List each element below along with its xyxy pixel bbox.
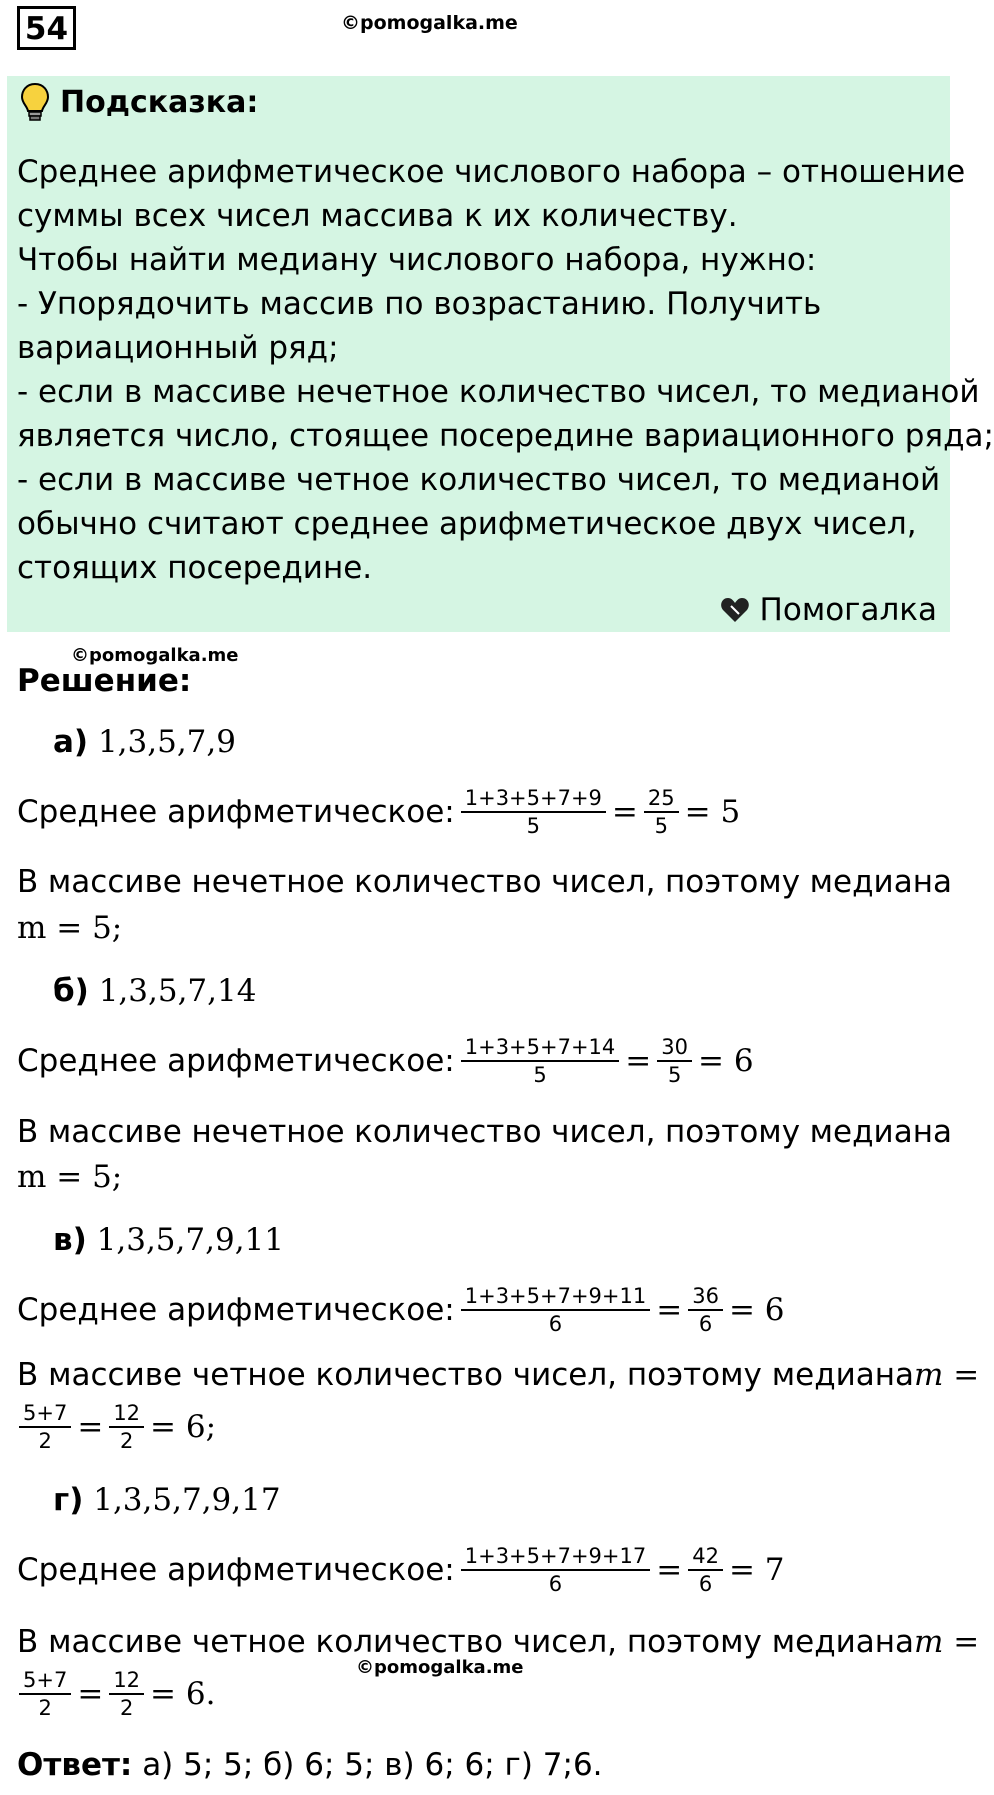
- item-b-mean: [17, 1034, 754, 1088]
- hint-title: [20, 82, 258, 122]
- hint-line: стоящих посередине.: [17, 550, 373, 586]
- word: количество: [354, 1114, 542, 1150]
- fraction: [461, 1543, 651, 1597]
- hint-line: является число, стоящее посередине вариационного ряда;: [17, 418, 994, 454]
- item-b: [53, 973, 256, 1009]
- fraction-denominator: 5: [526, 814, 541, 838]
- word: нечетное: [191, 864, 345, 900]
- fraction-denominator: 2: [119, 1696, 134, 1720]
- word: нечетное: [191, 1114, 345, 1150]
- fraction: [19, 1667, 71, 1721]
- word: поэтому: [665, 1114, 801, 1150]
- hint-line: - если в массиве нечетное количество чисел, то медианой: [17, 374, 980, 410]
- item-b-median-line: [17, 1114, 952, 1150]
- item-c-median-line: [17, 1357, 980, 1393]
- equals: =: [656, 1292, 683, 1328]
- fraction-numerator: 1+3+5+7+14: [461, 1034, 620, 1062]
- answer-text: а) 5; 5; б) 6; 5; в) 6; 6; г) 7;6.: [142, 1747, 603, 1783]
- hint-line: обычно считают среднее арифметическое двух чисел,: [17, 506, 917, 542]
- fraction-numerator: 1+3+5+7+9+17: [461, 1543, 651, 1571]
- item-d-median-line: [17, 1624, 980, 1660]
- item-a-mean: [17, 785, 740, 839]
- result: = 6.: [150, 1676, 216, 1712]
- item-b-label: б): [53, 973, 89, 1009]
- result: = 6: [698, 1043, 754, 1079]
- fraction-numerator: 25: [644, 785, 679, 813]
- item-d-label: г): [53, 1482, 84, 1518]
- word: массиве: [47, 864, 182, 900]
- heart-icon: [720, 597, 750, 623]
- fraction: [461, 1034, 620, 1088]
- word: количество: [354, 864, 542, 900]
- hint-line: - если в массиве четное количество чисел, то медианой: [17, 462, 941, 498]
- fraction-denominator: 6: [548, 1312, 563, 1336]
- fraction-denominator: 6: [548, 1572, 563, 1596]
- answer: [17, 1747, 603, 1783]
- task-number: 54: [17, 6, 76, 50]
- word: медиана: [809, 864, 952, 900]
- fraction-numerator: 5+7: [19, 1667, 71, 1695]
- fraction-numerator: 5+7: [19, 1400, 71, 1428]
- fraction-denominator: 5: [654, 814, 668, 838]
- hint-title-text: Подсказка:: [60, 84, 259, 120]
- hint-line: Среднее арифметическое числового набора – отношение: [17, 154, 966, 190]
- item-d: [53, 1482, 281, 1518]
- hint-line: суммы всех чисел массива к их количеству.: [17, 198, 738, 234]
- mean-label: Среднее арифметическое:: [17, 1043, 455, 1079]
- fraction-denominator: 2: [38, 1429, 52, 1453]
- item-a-set: 1,3,5,7,9: [97, 724, 236, 760]
- item-c-median-value: $\frac{5+7}{2}$ = $\frac{12}{2}$ = 6;: [13, 1400, 216, 1454]
- fraction: [109, 1667, 144, 1721]
- hint-line: - Упорядочить массив по возрастанию. Получить: [17, 286, 822, 322]
- item-d-median-value: $\frac{5+7}{2}$ = $\frac{12}{2}$ = 6.: [13, 1667, 215, 1721]
- word: поэтому: [665, 864, 801, 900]
- mean-label: Среднее арифметическое:: [17, 1292, 455, 1328]
- hint-line: Чтобы найти медиану числового набора, нужно:: [17, 242, 817, 278]
- fraction: [109, 1400, 144, 1454]
- fraction: [688, 1543, 723, 1597]
- item-b-median-value: m = 5;: [17, 1159, 123, 1195]
- fraction-denominator: 2: [38, 1696, 52, 1720]
- watermark-bottom: ©pomogalka.me: [356, 1657, 524, 1678]
- brand-text: Помогалка: [759, 592, 937, 628]
- fraction-numerator: 36: [688, 1283, 723, 1311]
- result: = 6;: [150, 1409, 217, 1445]
- word: В: [17, 1114, 39, 1150]
- item-a-median-line: [17, 864, 952, 900]
- brand: [720, 592, 937, 628]
- word: В: [17, 864, 39, 900]
- watermark-top: ©pomogalka.me: [341, 12, 518, 34]
- item-c-label: в): [53, 1222, 87, 1258]
- mean-label: Среднее арифметическое:: [17, 1552, 455, 1588]
- fraction-numerator: 30: [657, 1034, 692, 1062]
- item-a: [53, 724, 236, 760]
- median-text: В массиве четное количество чисел, поэтому медиана: [17, 1357, 915, 1393]
- hint-line: вариационный ряд;: [17, 330, 339, 366]
- solution-title: Решение:: [17, 663, 192, 699]
- watermark-solution: ©pomogalka.me: [71, 645, 239, 666]
- equals: =: [656, 1552, 683, 1588]
- answer-label: Ответ:: [17, 1747, 133, 1783]
- fraction: [461, 1283, 651, 1337]
- fraction-numerator: 12: [109, 1667, 144, 1695]
- fraction-denominator: 6: [698, 1312, 713, 1336]
- fraction-denominator: 5: [667, 1063, 682, 1087]
- fraction-denominator: 6: [698, 1572, 713, 1596]
- item-c-set: 1,3,5,7,9,11: [96, 1222, 284, 1258]
- word: чисел,: [551, 864, 656, 900]
- hint-text: [17, 150, 994, 590]
- fraction-numerator: 1+3+5+7+9+11: [461, 1283, 651, 1311]
- word: медиана: [809, 1114, 952, 1150]
- item-d-mean: [17, 1543, 785, 1597]
- fraction-numerator: 12: [109, 1400, 144, 1428]
- item-a-label: а): [53, 724, 89, 760]
- median-m: m =: [914, 1357, 980, 1393]
- fraction-denominator: 5: [533, 1063, 547, 1087]
- item-a-median-value: m = 5;: [17, 910, 123, 946]
- word: чисел,: [551, 1114, 656, 1150]
- item-c-mean: [17, 1283, 785, 1337]
- result: = 5: [684, 794, 741, 830]
- fraction: [461, 785, 606, 839]
- result: = 7: [728, 1552, 785, 1588]
- item-d-set: 1,3,5,7,9,17: [93, 1482, 281, 1518]
- lightbulb-icon: [20, 82, 50, 122]
- fraction: [657, 1034, 692, 1088]
- mean-label: Среднее арифметическое:: [17, 794, 455, 830]
- fraction-numerator: 42: [688, 1543, 723, 1571]
- fraction-numerator: 1+3+5+7+9: [461, 785, 606, 813]
- fraction: [644, 785, 679, 839]
- fraction: [688, 1283, 723, 1337]
- median-m: m =: [914, 1624, 980, 1660]
- item-b-set: 1,3,5,7,14: [98, 973, 257, 1009]
- result: = 6: [728, 1292, 785, 1328]
- equals: =: [625, 1043, 652, 1079]
- equals: =: [611, 794, 638, 830]
- item-c: [53, 1222, 284, 1258]
- fraction: [19, 1400, 71, 1454]
- median-text: В массиве четное количество чисел, поэтому медиана: [17, 1624, 915, 1660]
- fraction-denominator: 2: [119, 1429, 134, 1453]
- word: массиве: [47, 1114, 182, 1150]
